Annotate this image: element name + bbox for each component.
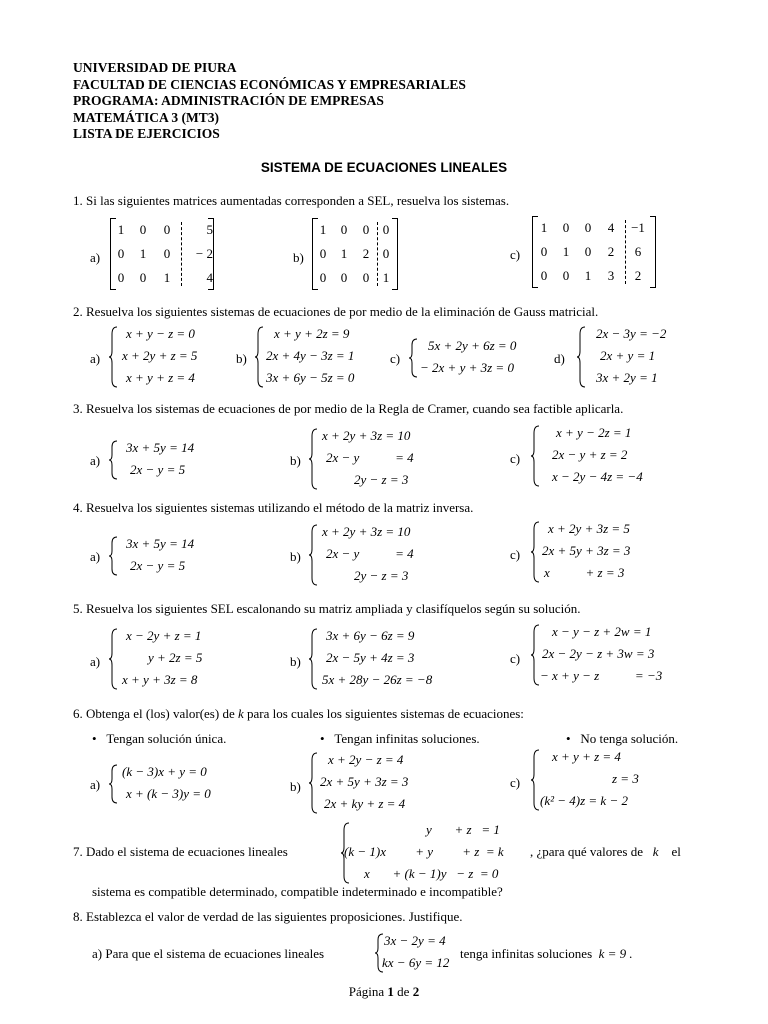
q4-label-c: c) bbox=[510, 547, 521, 562]
q1-matrix-a: 1 0 0 5 0 1 0 − 2 0 0 1 4 bbox=[110, 218, 214, 290]
brace-icon bbox=[530, 521, 540, 583]
brace-icon bbox=[408, 338, 418, 378]
q6-bullet-1: • Tengan solución única. bbox=[92, 731, 227, 746]
q6-bullet-3: • No tenga solución. bbox=[566, 731, 679, 746]
brace-icon bbox=[308, 428, 318, 490]
q6-label-a: a) bbox=[90, 777, 101, 792]
question-6: 6. Obtenga el (los) valor(es) de k para los cuales los siguientes sistemas de ecuaciones: bbox=[73, 706, 524, 721]
header-block bbox=[73, 60, 466, 143]
q1-matrix-b: 1 0 0 0 0 1 2 0 0 0 0 1 bbox=[312, 218, 398, 290]
q7-line-2: sistema es compatible determinado, compatible indeterminado e incompatible? bbox=[92, 884, 503, 899]
header-program: PROGRAMA: ADMINISTRACIÓN DE EMPRESAS bbox=[73, 93, 384, 109]
q6-label-b: b) bbox=[290, 779, 301, 794]
brace-icon bbox=[576, 326, 586, 388]
question-8: 8. Establezca el valor de verdad de las siguientes proposiciones. Justifique. bbox=[73, 909, 463, 924]
document-page: UNIVERSIDAD DE PIURA FACULTAD DE CIENCIAS ECONÓMICAS Y EMPRESARIALES PROGRAMA: ADMINISTRACIÓN DE EMPRESAS MATEMÁTICA 3 (MT3) LISTA DE EJERCICIOS SISTEMA DE ECUACIONES LINEALES 1. Si las siguientes matrices aumentadas corresponden a SEL, resuelva los sistemas. a) 1 0 0 5 0 1 0 − 2 0 0 1 4 b) 1 0 0 0 0 1 2 0 0 0 0 1 c) 1 0 0 4 −1 0 1 0 2 6 0 0 1 3 2 2. Resuelva los siguientes sistemas de ecuaciones de por medio de la eliminación de Gauss matricial. a) x + y − z = 0 x + 2y + z = 5 x + y + z = 4 b) x + y + 2z = 9 2x + 4y − 3z = 1 3x + 6y − 5z = 0 c) 5x + 2y + 6z = 0 − 2x + y + 3z = 0 d) 2x − 3y = −2 2x + y = 1 3x + 2y = 1 3. Resuelva los sistemas de ecuaciones de por medio de la Regla de Cramer, cuando sea factible aplicarla. a) 3x + 5y = 14 2x − y = 5 b) x + 2y + 3z = 10 2x − y = 4 2y − z = 3 c) x + y − 2z = 1 2x − y + z = 2 x − 2y − 4z = −4 4. Resuelva los siguientes sistemas utilizando el método de la matriz inversa. a) 3x + 5y = 14 2x − y = 5 b) x + 2y + 3z = 10 2x − y = 4 2y − z = 3 c) x + 2y + 3z = 5 2x + 5y + 3z = 3 x + z = 3 5. Resuelva los siguientes SEL escalonando su matriz ampliada y clasifíquelos según su solución. a) x − 2y + z = 1 y + 2z = 5 x + y + 3z = 8 b) 3x + 6y − 6z = 9 2x − 5y + 4z = 3 5x + 28y − 26z = −8 c) x − y − z + 2w = 1 2x − 2y − z + 3w = 3 − x + y − z = −3 6. Obtenga el (los) valor(es) de k para los cuales los siguientes sistemas de ecuaciones: • Tengan solución única. • Tengan infinitas soluciones. • No tenga solución. a) (k − 3)x + y = 0 x + (k − 3)y = 0 b) x + 2y − z = 4 2x + 5y + 3z = 3 2x + ky + z = 4 c) x + y + z = 4 z = 3 (k² − 4)z = k − 2 7. Dado el sistema de ecuaciones lineales y + z = 1 (k − 1)x + y + z = k x + (k − 1)y − z = 0 , ¿para qué valores de k el sistema es compatible determinado, compatible indeterminado e incompatible? 8. Establezca el valor de verdad de las siguientes proposiciones. Justifique. a) Para que el sistema de ecuaciones lineales 3x − 2y = 4 kx − 6y = 12 tenga infinitas soluciones k = 9 . Página 1 de 2 bbox=[0, 0, 768, 1024]
document-title: SISTEMA DE ECUACIONES LINEALES bbox=[260, 160, 508, 175]
brace-icon bbox=[108, 326, 118, 388]
q3-label-a: a) bbox=[90, 453, 101, 468]
question-4: 4. Resuelva los siguientes sistemas utilizando el método de la matriz inversa. bbox=[73, 500, 474, 515]
question-7: 7. Dado el sistema de ecuaciones lineales bbox=[73, 844, 288, 859]
header-university: UNIVERSIDAD DE PIURA bbox=[73, 60, 237, 75]
q8-a-after: tenga infinitas soluciones k = 9 . bbox=[460, 946, 633, 961]
q5-label-a: a) bbox=[90, 654, 101, 669]
brace-icon bbox=[530, 425, 540, 487]
brace-icon bbox=[308, 752, 318, 814]
brace-icon bbox=[108, 764, 118, 804]
brace-icon bbox=[530, 624, 540, 686]
q1-matrix-c: 1 0 0 4 −1 0 1 0 2 6 0 0 1 3 2 bbox=[532, 216, 656, 288]
brace-icon bbox=[308, 524, 318, 586]
question-2: 2. Resuelva los siguientes sistemas de ecuaciones de por medio de la eliminación de Gauss matricial. bbox=[73, 304, 599, 319]
question-5: 5. Resuelva los siguientes SEL escalonando su matriz ampliada y clasifíquelos según su solución. bbox=[73, 601, 581, 616]
q2-label-c: c) bbox=[390, 351, 401, 366]
brace-icon bbox=[308, 628, 318, 690]
brace-icon bbox=[108, 628, 118, 690]
brace-icon bbox=[108, 536, 118, 576]
question-1: 1. Si las siguientes matrices aumentadas corresponden a SEL, resuelva los sistemas. bbox=[73, 193, 510, 208]
q6-label-c: c) bbox=[510, 775, 521, 790]
brace-icon bbox=[254, 326, 264, 388]
q3-label-b: b) bbox=[290, 453, 301, 468]
header-list: LISTA DE EJERCICIOS bbox=[73, 126, 220, 142]
q6-bullet-2: • Tengan infinitas soluciones. bbox=[320, 731, 480, 746]
q5-label-b: b) bbox=[290, 654, 301, 669]
q8-a-text: a) Para que el sistema de ecuaciones lineales bbox=[92, 946, 325, 961]
q4-label-b: b) bbox=[290, 549, 301, 564]
q2-label-a: a) bbox=[90, 351, 101, 366]
header-course: MATEMÁTICA 3 (MT3) bbox=[73, 109, 219, 125]
q3-label-c: c) bbox=[510, 451, 521, 466]
q5-label-c: c) bbox=[510, 651, 521, 666]
question-3: 3. Resuelva los sistemas de ecuaciones de por medio de la Regla de Cramer, cuando sea factible aplicarla. bbox=[73, 401, 624, 416]
q1-label-a: a) bbox=[90, 250, 101, 265]
q1-label-c: c) bbox=[510, 247, 521, 262]
brace-icon bbox=[108, 440, 118, 480]
q1-label-b: b) bbox=[293, 250, 304, 265]
header-faculty: FACULTAD DE CIENCIAS ECONÓMICAS Y EMPRESARIALES bbox=[73, 76, 466, 92]
q4-label-a: a) bbox=[90, 549, 101, 564]
brace-icon bbox=[530, 749, 540, 811]
q2-label-b: b) bbox=[236, 351, 247, 366]
q7-text-after: , ¿para qué valores de k el bbox=[530, 844, 681, 859]
page-footer: Página 1 de 2 bbox=[348, 984, 420, 999]
q2-label-d: d) bbox=[554, 351, 565, 366]
